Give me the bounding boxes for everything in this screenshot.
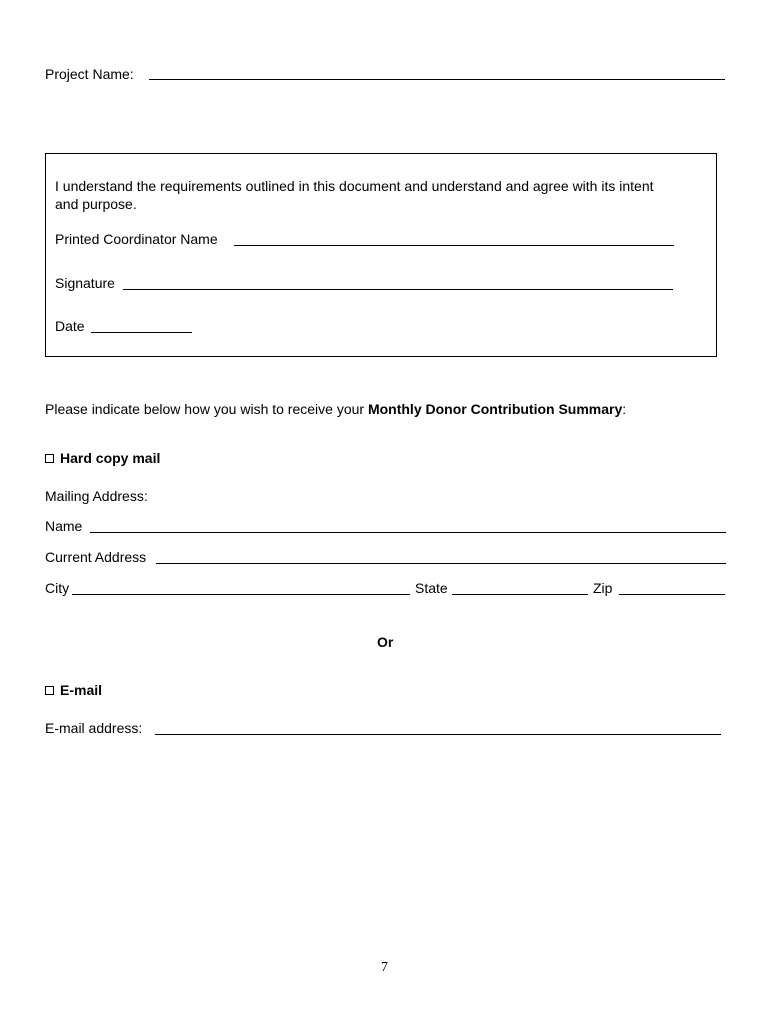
email-label: E-mail [60,682,103,698]
coordinator-name-field[interactable] [234,245,674,246]
email-address-label: E-mail address: [45,720,143,736]
email-option[interactable] [45,682,102,698]
agreement-statement-line2: and purpose. [55,196,137,212]
state-label: State [415,580,448,596]
project-name-label: Project Name: [45,66,134,82]
current-address-field[interactable] [156,563,726,564]
signature-field[interactable] [123,289,673,290]
name-label: Name [45,518,83,534]
email-checkbox[interactable] [45,686,54,695]
current-address-label: Current Address [45,549,147,565]
city-label: City [45,580,70,596]
or-separator: Or [377,634,394,650]
zip-field[interactable] [619,594,725,595]
page-number: 7 [381,960,388,975]
hard-copy-checkbox[interactable] [45,454,54,463]
hard-copy-label: Hard copy mail [60,450,161,466]
name-field[interactable] [90,532,726,533]
hard-copy-option[interactable] [45,450,160,466]
delivery-prompt: Please indicate below how you wish to receive your Monthly Donor Contribution Summary: [45,401,627,417]
zip-label: Zip [593,580,613,596]
coordinator-name-label: Printed Coordinator Name [55,231,218,247]
date-label: Date [55,318,85,334]
email-address-field[interactable] [155,734,721,735]
state-field[interactable] [452,594,588,595]
agreement-statement-line1: I understand the requirements outlined in this document and understand and agree with its intent [55,178,654,194]
mailing-address-label: Mailing Address: [45,488,148,504]
project-name-field[interactable] [149,79,725,80]
signature-label: Signature [55,275,115,291]
city-field[interactable] [72,594,410,595]
date-field[interactable] [91,332,192,333]
